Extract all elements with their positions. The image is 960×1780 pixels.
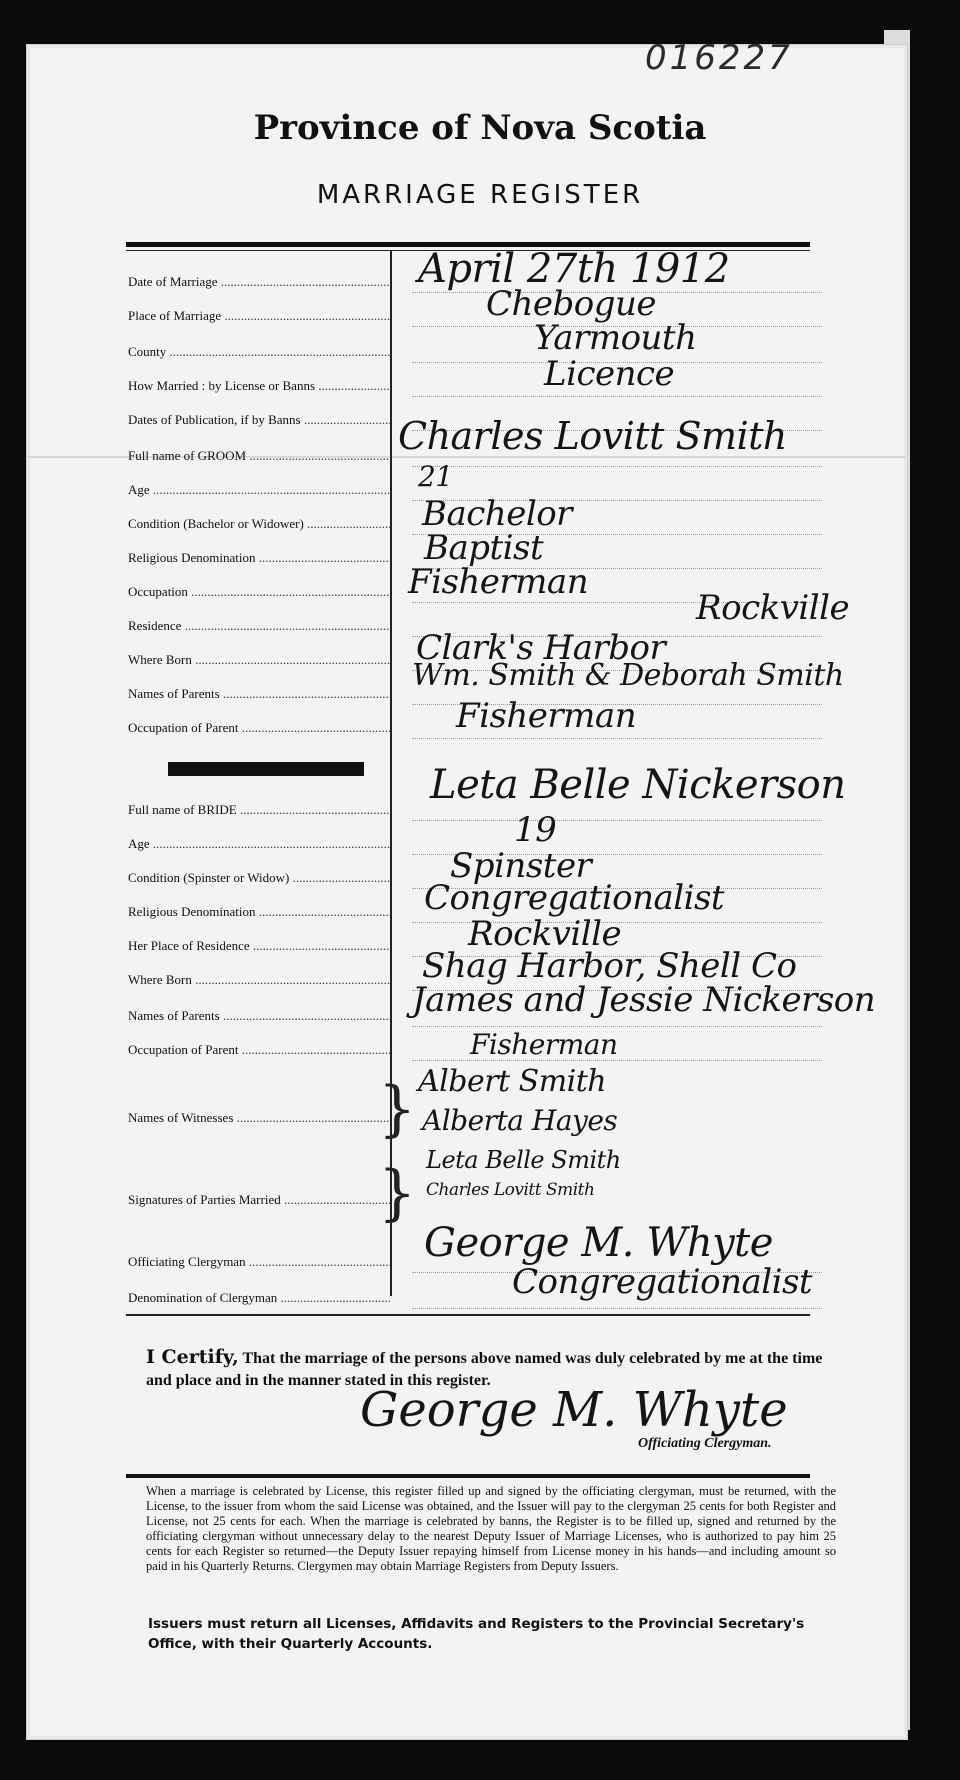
field-label: Full name of GROOM ..... — [128, 448, 390, 464]
field-label: Condition (Bachelor or Widower) ..... — [128, 516, 390, 532]
field-label: Where Born ..... — [128, 652, 390, 668]
field-row — [126, 762, 846, 824]
field-label: How Married : by License or Banns ..... — [128, 378, 390, 394]
field-value: 21 — [418, 460, 453, 493]
license-notice: When a marriage is celebrated by License, this register filled up and signed by the officiating clergyman, must be returned, with the License, to the issuer from whom the said License was obtained, and the Issuer will pay to the clergyman 25 cents for both Register and License, not 25 cents for each. When the marriage is celebrated by banns, the Register is to be filled up, signed and returned by the officiating clergyman without unnecessary delay to the nearest Deputy Issuer of Marriage Licenses, who is authorized to pay him 25 cents for each Register so returned—the Deputy Issuer repaying himself from License money in his hands—and including amount so paid in his Quarterly Returns. Clergymen may obtain Marriage Registers from Deputy Issuers. — [146, 1484, 836, 1573]
field-value: Leta Belle Nickerson — [430, 762, 846, 808]
register-title: MARRIAGE REGISTER — [316, 180, 644, 210]
field-label: Age ..... — [128, 836, 390, 852]
signature-caption: Officiating Clergyman. — [638, 1436, 772, 1451]
field-value: Fisherman — [456, 696, 637, 736]
field-label: Names of Parents ..... — [128, 1008, 390, 1024]
field-value: Spinster — [450, 846, 592, 886]
field-row — [126, 318, 826, 366]
field-label: Place of Marriage ..... — [128, 308, 390, 324]
field-label: Her Place of Residence ..... — [128, 938, 390, 954]
field-value: April 27th 1912 — [418, 246, 730, 292]
field-value: Rockville — [468, 914, 622, 954]
field-value: Albert Smith — [418, 1064, 607, 1099]
field-value: George M. Whyte — [424, 1220, 773, 1266]
field-value: 19 — [514, 810, 557, 850]
field-value: Charles Lovitt Smith — [426, 1180, 595, 1200]
field-value: Wm. Smith & Deborah Smith — [412, 658, 844, 693]
signature-brace: } — [378, 1158, 417, 1228]
certify-body: That the marriage of the persons above named was duly celebrated by me at the time and place and in the manner stated in this register. — [146, 1350, 823, 1389]
field-label: Religious Denomination ..... — [128, 904, 390, 920]
field-value: Alberta Hayes — [422, 1104, 618, 1137]
field-value: James and Jessie Nickerson — [412, 980, 876, 1020]
clergyman-signature: George M. Whyte — [360, 1382, 788, 1438]
field-label: Names of Witnesses ..... — [128, 1110, 390, 1126]
certify-heading: I Certify, — [146, 1346, 239, 1368]
field-value: Congregationalist — [512, 1262, 813, 1302]
field-value: Leta Belle Smith — [426, 1146, 621, 1174]
field-label: Dates of Publication, if by Banns ..... — [128, 412, 390, 428]
field-label: County ..... — [128, 344, 390, 360]
field-label: Names of Parents ..... — [128, 686, 390, 702]
field-label: Where Born ..... — [128, 972, 390, 988]
field-value: Yarmouth — [534, 318, 697, 358]
field-value: Fisherman — [408, 562, 589, 602]
field-label: Occupation of Parent ..... — [128, 1042, 390, 1058]
field-row — [126, 246, 826, 296]
field-value: Congregationalist — [424, 878, 725, 918]
field-value: Clark's Harbor — [416, 628, 666, 668]
field-label: Occupation of Parent ..... — [128, 720, 390, 736]
field-label: Age ..... — [128, 482, 390, 498]
field-row — [126, 284, 826, 330]
field-label: Date of Marriage ..... — [128, 274, 390, 290]
field-value: Bachelor — [422, 494, 572, 534]
field-label: Residence ..... — [128, 618, 390, 634]
field-row — [126, 1028, 826, 1064]
field-row — [126, 354, 826, 400]
field-label: Full name of BRIDE ..... — [128, 802, 390, 818]
field-label: Signatures of Parties Married ..... — [128, 1192, 390, 1208]
field-value: Shag Harbor, Shell Co — [422, 946, 797, 986]
field-label: Condition (Spinster or Widow) ..... — [128, 870, 390, 886]
bride-section-bar — [168, 762, 364, 776]
field-label: Occupation ..... — [128, 584, 390, 600]
field-value: Rockville — [696, 588, 850, 628]
field-label: Religious Denomination ..... — [128, 550, 390, 566]
field-row — [126, 1146, 826, 1214]
province-title: Province of Nova Scotia — [253, 108, 707, 148]
field-value: Fisherman — [470, 1028, 618, 1061]
field-row — [126, 696, 826, 742]
section-rule — [126, 1314, 810, 1316]
field-row — [126, 1262, 826, 1312]
witness-brace: } — [378, 1074, 417, 1144]
field-row — [126, 980, 876, 1030]
field-value: Licence — [544, 354, 675, 394]
field-row — [126, 1064, 826, 1137]
field-label: Denomination of Clergyman ..... — [128, 1290, 390, 1306]
field-value: Baptist — [424, 528, 544, 568]
field-value: Chebogue — [486, 284, 657, 324]
form-number: 016227 — [645, 38, 793, 78]
issuers-notice: Issuers must return all Licenses, Affidavits and Registers to the Provincial Secretary's Office, with their Quarterly Accounts. — [148, 1616, 805, 1652]
notice-rule — [126, 1474, 810, 1478]
field-label: Officiating Clergyman ..... — [128, 1254, 390, 1270]
field-value: Charles Lovitt Smith — [398, 414, 787, 458]
